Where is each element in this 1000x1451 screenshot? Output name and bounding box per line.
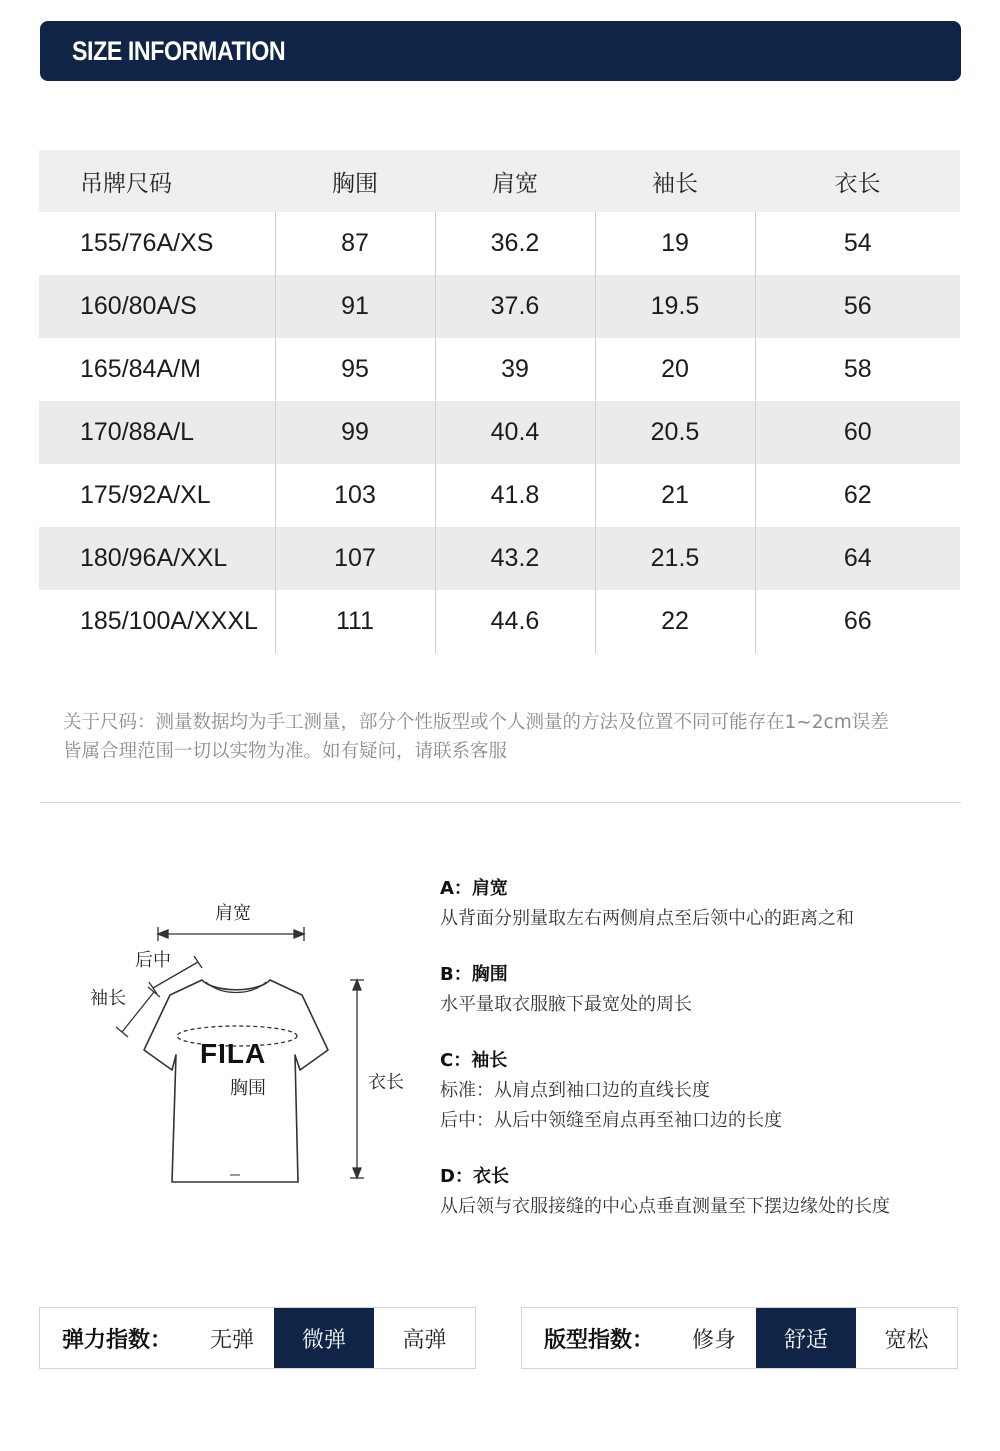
definition-length <box>440 1162 980 1222</box>
cell-size: 160/80A/S <box>39 275 275 338</box>
table-row <box>39 590 960 653</box>
table-row <box>39 527 960 590</box>
measurement-diagram <box>80 890 420 1200</box>
cell-length: 54 <box>755 212 960 275</box>
header-bar <box>40 21 961 81</box>
cell-size: 180/96A/XXL <box>39 527 275 590</box>
cell-shoulder: 40.4 <box>435 401 595 464</box>
cell-shoulder: 44.6 <box>435 590 595 653</box>
fit-option-comfort[interactable]: 舒适 <box>756 1308 856 1368</box>
definition-text: 水平量取衣服腋下最宽处的周长 <box>440 994 692 1015</box>
header-title: SIZE INFORMATION <box>72 36 286 66</box>
note-line-2: 皆属合理范围一切以实物为准。如有疑问，请联系客服 <box>63 741 508 762</box>
definition-chest <box>440 960 980 1020</box>
cell-sleeve: 20 <box>595 338 755 401</box>
header-length: 衣长 <box>755 150 960 212</box>
definition-title: C：袖长 <box>440 1050 508 1071</box>
table-row <box>39 401 960 464</box>
cell-length: 58 <box>755 338 960 401</box>
fit-option-loose[interactable]: 宽松 <box>884 1327 929 1353</box>
divider <box>40 802 961 803</box>
elasticity-option-none[interactable]: 无弹 <box>209 1327 254 1353</box>
elasticity-label: 弹力指数： <box>62 1327 173 1353</box>
label-shoulder: 肩宽 <box>215 903 251 924</box>
size-table <box>39 150 960 653</box>
table-row <box>39 338 960 401</box>
cell-chest: 99 <box>275 401 435 464</box>
cell-size: 170/88A/L <box>39 401 275 464</box>
shoulder-width-arrow <box>158 927 304 941</box>
definition-text: 标准：从肩点到袖口边的直线长度 <box>440 1080 710 1101</box>
definition-shoulder <box>440 874 980 934</box>
fit-index <box>521 1307 958 1369</box>
cell-length: 66 <box>755 590 960 653</box>
definition-title: B：胸围 <box>440 964 508 985</box>
cell-shoulder: 43.2 <box>435 527 595 590</box>
fit-option-slim[interactable]: 修身 <box>691 1327 736 1353</box>
definition-text: 从背面分别量取左右两侧肩点至后领中心的距离之和 <box>440 908 854 929</box>
cell-chest: 103 <box>275 464 435 527</box>
definition-text: 从后领与衣服接缝的中心点垂直测量至下摆边缘处的长度 <box>440 1196 890 1217</box>
cell-sleeve: 19.5 <box>595 275 755 338</box>
label-chest: 胸围 <box>230 1078 266 1099</box>
cell-shoulder: 37.6 <box>435 275 595 338</box>
header-sleeve: 袖长 <box>595 150 755 212</box>
header-chest: 胸围 <box>275 150 435 212</box>
header-size: 吊牌尺码 <box>39 150 275 212</box>
cell-length: 56 <box>755 275 960 338</box>
elasticity-index <box>39 1307 476 1369</box>
cell-length: 64 <box>755 527 960 590</box>
label-length: 衣长 <box>368 1072 404 1093</box>
table-row <box>39 275 960 338</box>
table-row <box>39 464 960 527</box>
cell-shoulder: 36.2 <box>435 212 595 275</box>
cell-sleeve: 22 <box>595 590 755 653</box>
cell-sleeve: 20.5 <box>595 401 755 464</box>
note-line-1: 关于尺码：测量数据均为手工测量，部分个性版型或个人测量的方法及位置不同可能存在1~2cm误差 <box>63 712 889 733</box>
length-arrow <box>350 980 364 1178</box>
cell-length: 60 <box>755 401 960 464</box>
definition-text: 后中：从后中领缝至肩点再至袖口边的长度 <box>440 1110 782 1131</box>
table-row <box>39 212 960 275</box>
cell-length: 62 <box>755 464 960 527</box>
definition-title: D：衣长 <box>440 1166 509 1187</box>
measurement-definitions <box>440 874 980 1248</box>
cell-size: 165/84A/M <box>80 355 201 383</box>
fila-logo: FILA <box>200 1038 267 1069</box>
cell-shoulder: 39 <box>435 338 595 401</box>
table-header-row <box>39 150 960 212</box>
header-shoulder: 肩宽 <box>435 150 595 212</box>
cell-shoulder: 41.8 <box>435 464 595 527</box>
elasticity-option-slight[interactable]: 微弹 <box>274 1308 374 1368</box>
cell-sleeve: 21.5 <box>595 527 755 590</box>
cell-chest: 91 <box>275 275 435 338</box>
cell-size: 185/100A/XXXL <box>80 607 258 635</box>
size-note <box>63 708 963 766</box>
elasticity-option-high[interactable]: 高弹 <box>402 1327 447 1353</box>
cell-size: 175/92A/XL <box>80 481 211 509</box>
label-sleeve: 袖长 <box>90 988 126 1009</box>
definition-title: A：肩宽 <box>440 878 508 899</box>
label-back-center: 后中 <box>135 950 171 971</box>
cell-sleeve: 21 <box>595 464 755 527</box>
fit-label: 版型指数： <box>544 1327 655 1353</box>
cell-chest: 95 <box>275 338 435 401</box>
cell-chest: 87 <box>275 212 435 275</box>
cell-sleeve: 19 <box>595 212 755 275</box>
cell-size: 155/76A/XS <box>80 229 214 257</box>
cell-chest: 111 <box>275 590 435 653</box>
cell-chest: 107 <box>275 527 435 590</box>
definition-sleeve <box>440 1046 980 1136</box>
